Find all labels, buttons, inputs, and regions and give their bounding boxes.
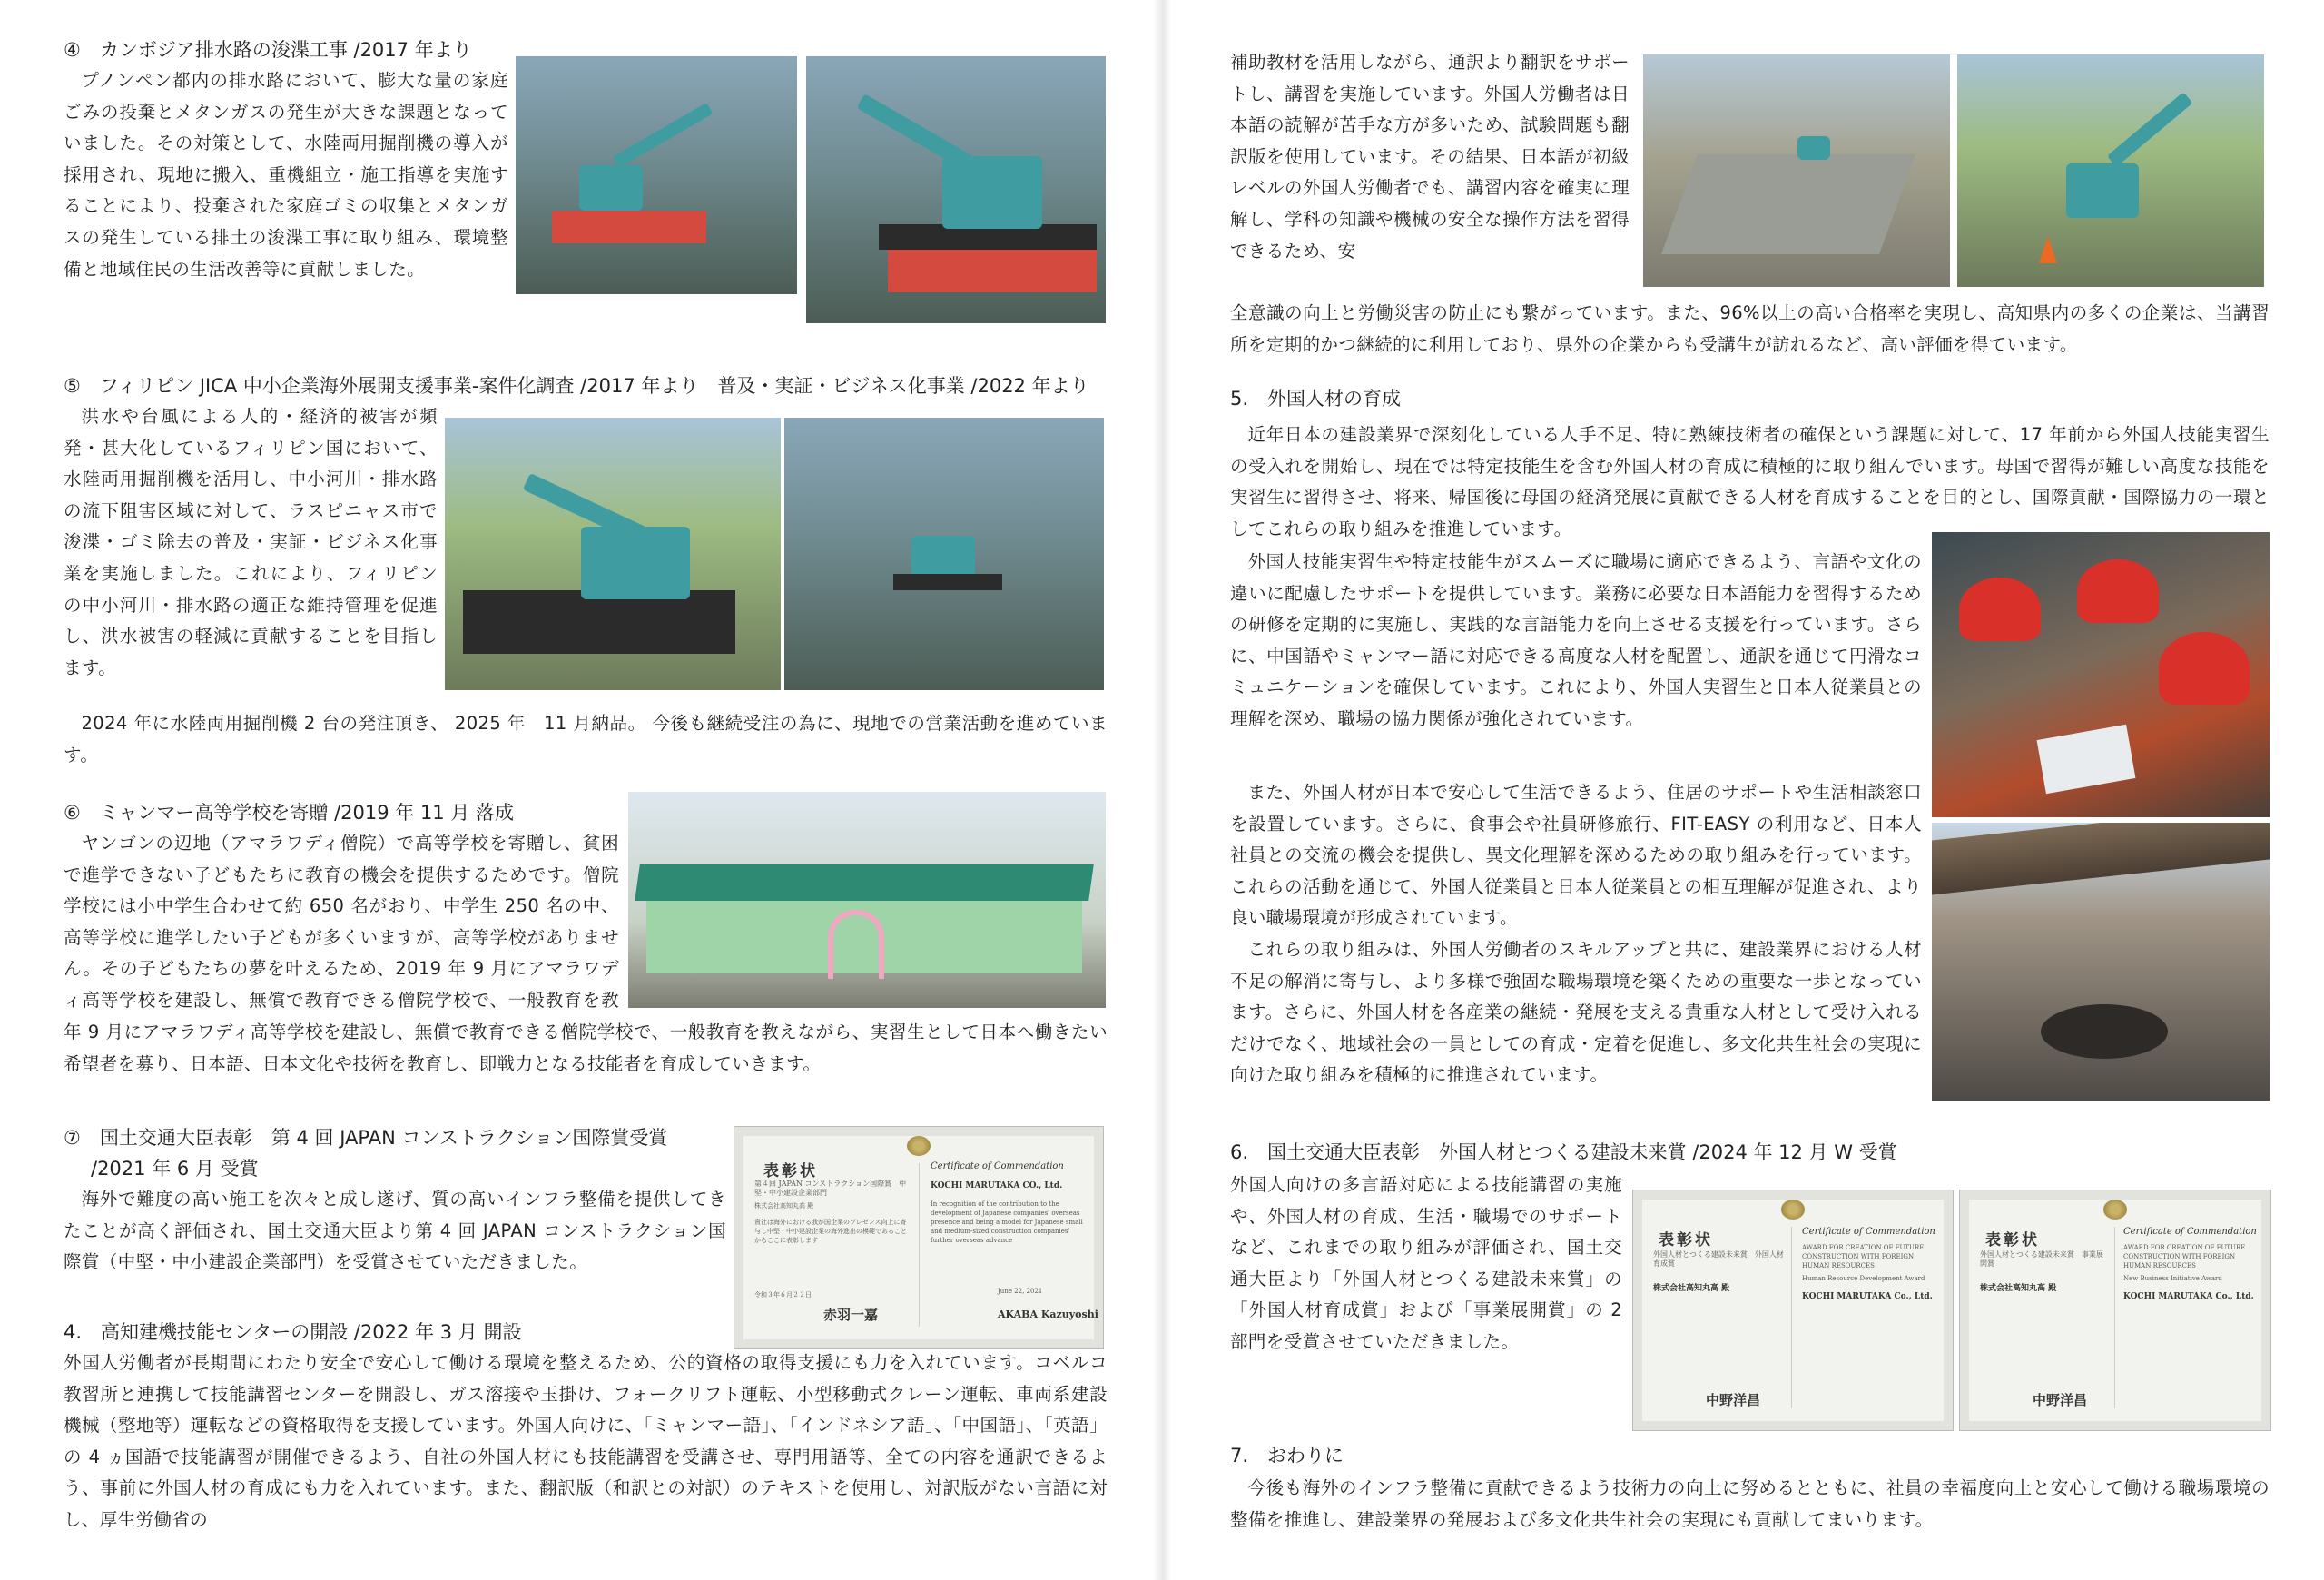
excavator-arm-shape (613, 103, 714, 168)
cert-b-en-company: KOCHI MARUTAKA Co., Ltd. (2123, 1292, 2254, 1301)
myanmar-continued-text: 年 9 月にアマラワディ高等学校を建設し、無償で教育できる僧院学校で、一般教育を教えながら、実習生として日本へ働きたい希望者を募り、日本語、日本文化や技術を教育し、即戦力となる技能者を育成していきます。 (64, 1022, 1108, 1074)
section-foreign-talent (1230, 383, 1866, 414)
section-kochi-center (64, 1348, 1108, 1567)
cert-en-company: KOCHI MARUTAKA CO., Ltd. (931, 1181, 1063, 1190)
roof-shape (635, 864, 1094, 901)
excavator-shape (579, 165, 643, 211)
excavator-arm-shape (857, 94, 975, 172)
page-gutter (1153, 0, 1171, 1580)
pontoon-shape (888, 247, 1097, 292)
emblem-icon (907, 1136, 931, 1156)
certificate-business-expansion-award (1959, 1190, 2271, 1431)
cert-jp-date: 令和３年６月２２日 (754, 1291, 812, 1299)
certificate-hr-development-award (1632, 1190, 1954, 1431)
photo-foreign-workers-gathering (1932, 823, 2270, 1101)
cert-a-en-title: Certificate of Commendation (1802, 1227, 1935, 1237)
section-future-award-heading: 6. 国土交通大臣表彰 外国人材とつくる建設未来賞 /2024 年 12 月 W 受賞 (1230, 1141, 1897, 1163)
cert-jp-text: 貴社は海外における我が国企業のプレゼンス向上に寄与し中堅・中小建設企業の海外進出の模範であることからここに表彰します (754, 1219, 907, 1244)
cert-b-en-category: New Business Initiative Award (2123, 1275, 2222, 1282)
section-foreign-talent-intro (1230, 420, 2270, 547)
section-construction-award (64, 1122, 726, 1279)
helmet-shape (1959, 578, 2041, 641)
certificate-construction-award (734, 1126, 1104, 1349)
section-cambodia (64, 35, 508, 352)
cert-a-jp-title: 表彰状 (1659, 1231, 1713, 1249)
left-page (0, 0, 1153, 1580)
cert-b-divider (2114, 1227, 2115, 1408)
cert-b-jp-subtitle: 外国人材とつくる建設未来賞 事業展開賞 (1980, 1250, 2103, 1268)
section-philippines-update (64, 708, 1108, 772)
cert-en-title: Certificate of Commendation (931, 1161, 1064, 1171)
section-myanmar-text-upper (64, 828, 619, 1017)
section-kochi-center-result (1230, 298, 2270, 361)
photo-myanmar-high-school (628, 792, 1106, 1008)
section-foreign-talent-p3: また、外国人材が日本で安心して生活できるよう、住居のサポートや生活相談窓口を設置しています。さらに、食事会や社員研修旅行、FIT-EASY の利用など、日本人社員との交流の機会を提供し、異文化理解を深めるための取り組みを行っています。これらの活動を通じて、外国人従業員と日本人従業員との相互理解が促進され、より良い職場環境が形成されています。 (1230, 782, 1922, 929)
cert-a-en-company: KOCHI MARUTAKA Co., Ltd. (1802, 1292, 1933, 1301)
cert-a-en-award: AWARD FOR CREATION OF FUTURE CONSTRUCTION WITH FOREIGN HUMAN RESOURCES (1802, 1244, 1925, 1269)
section-closing-text (1230, 1473, 2270, 1536)
photo-philippines-amphibious-excavator (445, 418, 781, 690)
cert-b-jp-company: 株式会社高知丸高 殿 (1980, 1284, 2057, 1293)
training-yard-shape (1661, 154, 1915, 254)
emblem-icon (1781, 1200, 1805, 1220)
excavator-shape (942, 156, 1042, 229)
photo-training-excavator (1957, 54, 2264, 287)
section-kochi-center-heading-box (64, 1317, 726, 1348)
section-foreign-talent-p2: 外国人技能実習生や特定技能生がスムーズに職場に適応できるよう、言語や文化の違いに配慮したサポートを提供しています。業務に必要な日本語能力を習得するための研修を定期的に実施し、実践的な言語能力を向上させる支援を行っています。さらに、中国語やミャンマー語に対応できる高度な人材を配置し、通訳を通じて円滑なコミュニケーションを確保しています。これにより、外国人実習生と日本人従業員との理解を深め、職場の協力関係が強化されています。 (1230, 551, 1922, 729)
section-kochi-center-result-text: 全意識の向上と労働災害の防止にも繋がっています。また、96%以上の高い合格率を実現し、高知県内の多くの企業は、当講習所を定期的かつ継続的に利用しており、県外の企業からも受講生が訪れるなど、高い評価を得ています。 (1230, 302, 2270, 355)
photo-cambodia-dredging-1 (516, 56, 797, 294)
section-philippines-update-text: 2024 年に水陸両用掘削機 2 台の発注頂き、 2025 年 11 月納品。 今後も継続受注の為に、現地での営業活動を進めています。 (64, 713, 1108, 765)
section-future-award (1230, 1137, 2270, 1168)
right-page (1171, 0, 2324, 1580)
section-kochi-center-continued (1230, 47, 1630, 298)
section-myanmar-body-continued (64, 1017, 1108, 1081)
section-construction-award-heading: ⑦ 国土交通大臣表彰 第 4 回 JAPAN コンストラクション国際賞受賞 (64, 1127, 668, 1149)
section-philippines-body: 洪水や台風による人的・経済的被害が頻発・甚大化しているフィリピン国において、水陸両用掘削機を活用し、中小河川・排水路の流下阻害区域に対して、ラスピニャス市で浚渫・ゴミ除去の普及・実証・ビジネス化事業を実施しました。これにより、フィリピンの中小河川・排水路の適正な維持管理を促進し、洪水被害の軽減に貢献することを目指します。 (64, 406, 438, 678)
grill-shape (2041, 1004, 2168, 1059)
cert-b-en-title: Certificate of Commendation (2123, 1227, 2257, 1237)
cert-a-en-category: Human Resource Development Award (1802, 1275, 1925, 1282)
excavator-shape (1797, 136, 1830, 160)
cert-jp-title: 表彰状 (763, 1162, 818, 1180)
section-cambodia-body: プノンペン都内の排水路において、膨大な量の家庭ごみの投棄とメタンガスの発生が大きな課題となっていました。その対策として、水陸両用掘削機の導入が採用され、現地に搬入、重機組立・施工指導を実施することにより、投棄された家庭ゴミの収集とメタンガスの発生している排土の浚渫工事に取り組み、環境整備と地域住民の生活改善等に貢献しました。 (64, 70, 508, 280)
track-shape (893, 574, 1002, 590)
section-foreign-talent-heading: 5. 外国人材の育成 (1230, 388, 1402, 410)
cert-en-signer: AKABA Kazuyoshi (998, 1308, 1098, 1320)
section-construction-award-body: 海外で難度の高い施工を次々と成し遂げ、質の高いインフラ整備を提供してきたことが高く評価され、国土交通大臣より第 4 回 JAPAN コンストラクション国際賞（中堅・中小建設企業部門）を受賞させていただきました。 (64, 1189, 726, 1273)
section-myanmar-body: ヤンゴンの辺地（アマラワディ僧院）で高等学校を寄贈し、貧困で進学できない子どもたちに教育の機会を提供するためです。僧院学校には小中学生合わせて約 650 名がおり、中学生 250 名の中、高等学校に進学したい子どもが多くいますが、高等学校がありません。その子どもたちの夢を叶えるため、2019 年 9 月にアマラワディ高等学校を建設し、無償で教育できる僧院学校で、一般教育を教 (64, 833, 619, 1011)
cert-en-date: June 22, 2021 (998, 1288, 1043, 1295)
cert-en-text: In recognition of the contribution to the development of Japanese companies' overseas presence and being a model for Japanese small and medium-sized construction companies' further overseas advance (931, 1200, 1083, 1244)
section-construction-award-date: /2021 年 6 月 受賞 (91, 1158, 259, 1180)
photo-foreign-workers-helmets (1932, 532, 2270, 817)
section-closing-heading: 7. おわりに (1230, 1445, 1344, 1466)
cert-a-divider (1791, 1227, 1792, 1408)
helmet-shape (2159, 632, 2250, 705)
section-future-award-text (1230, 1170, 1622, 1420)
section-philippines-text (64, 401, 438, 716)
section-future-award-body: 外国人向けの多言語対応による技能講習の実施や、外国人材の育成、生活・職場でのサポートなど、これまでの取り組みが評価され、国土交通大臣より「外国人材とつくる建設未来賞」の「外国人材育成賞」および「事業展開賞」の 2 部門を受賞させていただきました。 (1230, 1174, 1622, 1352)
cert-b-jp-signer: 中野洋昌 (2033, 1392, 2088, 1408)
excavator-shape (911, 536, 975, 578)
cert-divider (919, 1163, 920, 1327)
cert-b-jp-title: 表彰状 (1985, 1231, 2040, 1249)
section-myanmar-heading: ⑥ ミャンマー高等学校を寄贈 /2019 年 11 月 落成 (64, 802, 515, 824)
excavator-shape (2066, 163, 2139, 218)
cert-a-jp-company: 株式会社高知丸高 殿 (1653, 1284, 1730, 1293)
traffic-cone-shape (2039, 236, 2057, 263)
section-foreign-talent-support (1230, 547, 1922, 1091)
section-kochi-center-heading: 4. 高知建機技能センターの開設 /2022 年 3 月 開設 (64, 1321, 522, 1343)
cert-jp-signer: 赤羽一嘉 (823, 1307, 879, 1323)
tent-roof-shape (1932, 823, 2270, 895)
cert-jp-company: 株式会社高知丸高 殿 (754, 1202, 814, 1210)
balloon-arch-shape (828, 910, 884, 979)
section-closing-body: 今後も海外のインフラ整備に貢献できるよう技術力の向上に努めるとともに、社員の幸福度向上と安心して働ける職場環境の整備を推進し、建設業界の発展および多文化共生社会の実現にも貢献してまいります。 (1230, 1477, 2270, 1530)
photo-training-center-site (1643, 54, 1950, 287)
track-shape (463, 590, 735, 654)
section-foreign-talent-p4: これらの取り組みは、外国人労働者のスキルアップと共に、建設業界における人材不足の解消に寄与し、より多様で強固な職場環境を築くための重要な一歩となっています。さらに、外国人材を各産業の継続・発展を支える貴重な人材として受け入れるだけでなく、地域社会の一員としての育成・定着を促進し、多文化共生社会の実現に向けた取り組みを積極的に推進されています。 (1230, 939, 1922, 1086)
helmet-shape (2077, 559, 2159, 623)
photo-philippines-river-dredging (784, 418, 1104, 690)
document-shape (2037, 725, 2136, 794)
emblem-icon (2103, 1200, 2127, 1220)
excavator-arm-shape (2107, 92, 2193, 167)
section-philippines-heading: ⑤ フィリピン JICA 中小企業海外展開支援事業-案件化調査 /2017 年より 普及・実証・ビジネス化事業 /2022 年より (64, 375, 1089, 397)
section-myanmar (64, 797, 626, 828)
section-foreign-talent-p1: 近年日本の建設業界で深刻化している人手不足、特に熟練技術者の確保という課題に対して、17 年前から外国人技能実習生の受入れを開始し、現在では特定技能生を含む外国人材の育成に積極的に取り組んでいます。母国で習得が難しい高度な技能を実習生に習得させ、将来、帰国後に母国の経済発展に貢献できる人材を育成することを目的とし、国際貢献・国際協力の一環としてこれらの取り組みを推進しています。 (1230, 424, 2270, 539)
section-philippines (64, 370, 1108, 401)
cert-a-jp-subtitle: 外国人材とつくる建設未来賞 外国人材育成賞 (1653, 1250, 1784, 1268)
cert-a-jp-signer: 中野洋昌 (1706, 1392, 1761, 1408)
photo-cambodia-dredging-2 (806, 56, 1106, 323)
cert-jp-subtitle: 第４回 JAPAN コンストラクション国際賞 中堅・中小建設企業部門 (754, 1180, 907, 1197)
section-myanmar-text-lower (64, 1017, 1108, 1081)
cert-b-en-award: AWARD FOR CREATION OF FUTURE CONSTRUCTION WITH FOREIGN HUMAN RESOURCES (2123, 1244, 2246, 1269)
section-closing (1230, 1440, 1866, 1471)
section-cambodia-heading: ④ カンボジア排水路の浚渫工事 /2017 年より (64, 39, 472, 61)
pontoon-shape (552, 211, 706, 243)
section-kochi-center-continued-text: 補助教材を活用しながら、通訳より翻訳をサポートし、講習を実施しています。外国人労働者は日本語の読解が苦手な方が多いため、試験問題も翻訳版を使用しています。その結果、日本語が初級レベルの外国人労働者でも、講習内容を確実に理解し、学科の知識や機械の安全な操作方法を習得できるため、安 (1230, 52, 1630, 262)
section-kochi-center-body: 外国人労働者が長期間にわたり安全で安心して働ける環境を整えるため、公的資格の取得支援にも力を入れています。コベルコ教習所と連携して技能講習センターを開設し、ガス溶接や玉掛け、フォークリフト運転、小型移動式クレーン運転、車両系建設機械（整地等）運転などの資格取得を支援しています。外国人向けに、「ミャンマー語」、「インドネシア語」、「中国語」、「英語」の 4 ヵ国語で技能講習が開催できるよう、自社の外国人材にも技能講習を受講させ、専門用語等、全ての内容を通訳できるよう、事前に外国人材の育成にも力を入れています。また、翻訳版（和訳との対訳）のテキストを使用し、対訳版がない言語に対し、厚生労働省の (64, 1352, 1108, 1530)
